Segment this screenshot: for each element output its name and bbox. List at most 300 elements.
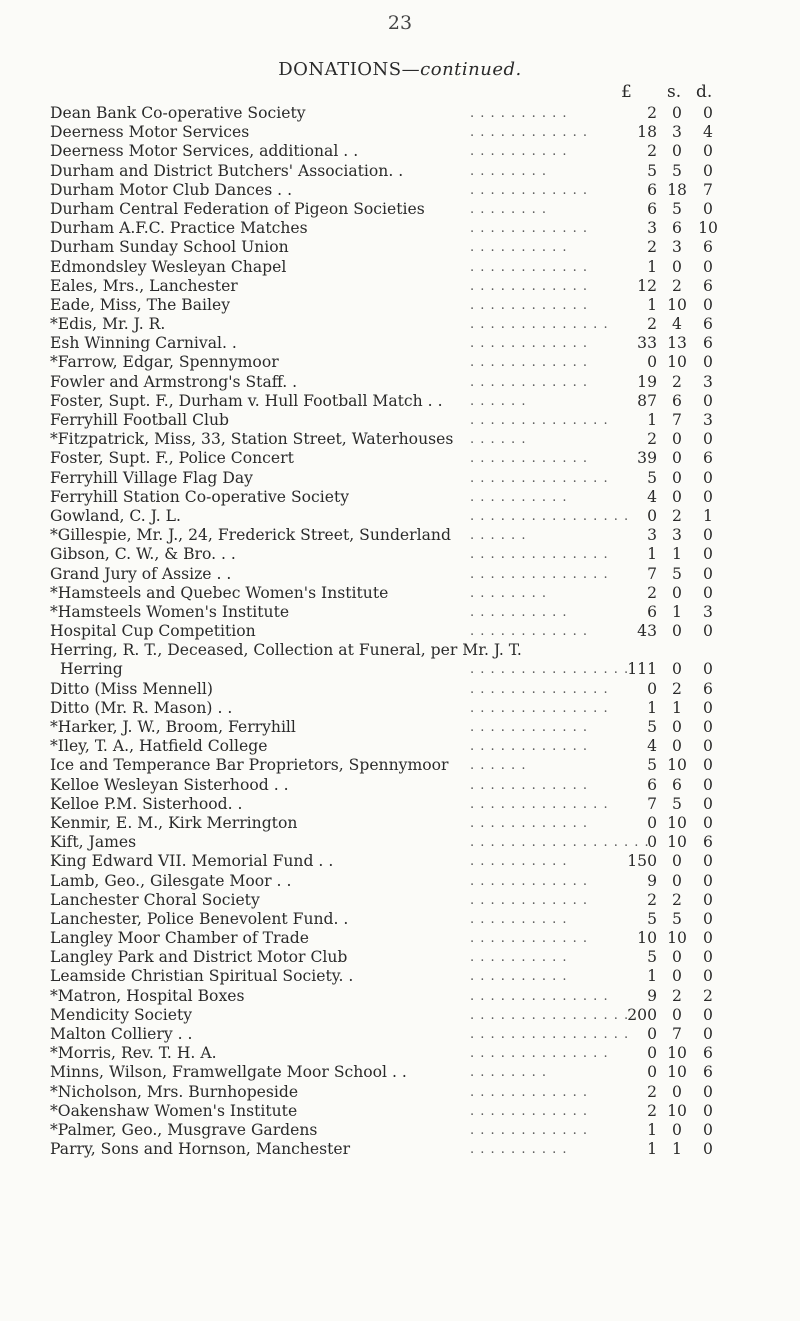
amount-pence: 0 bbox=[703, 487, 713, 506]
list-item bbox=[0, 622, 800, 641]
amount-shillings: 7 bbox=[672, 1025, 682, 1043]
amount-shillings: 10 bbox=[667, 756, 687, 775]
amount-pence: 0 bbox=[703, 353, 713, 372]
amount-shillings: 10 bbox=[667, 833, 687, 852]
leader-dots: . . . . . . . . . . bbox=[470, 489, 568, 505]
amount-pence: 0 bbox=[703, 295, 713, 314]
amount-shillings: 2 bbox=[672, 372, 682, 391]
amount-pounds: 7 bbox=[647, 564, 657, 583]
amount-pounds: 2 bbox=[647, 583, 657, 602]
leader-dots: . . . . . . . . . . . . bbox=[470, 1103, 589, 1119]
amount-pence: 0 bbox=[703, 468, 713, 487]
amount-pounds: 0 bbox=[647, 1063, 657, 1082]
leader-dots: . . . . . . . . . . bbox=[470, 604, 568, 620]
amount-shillings: 5 bbox=[672, 794, 682, 813]
amount-shillings: 5 bbox=[672, 161, 682, 180]
leader-dots: . . . . . . . . . . . . bbox=[470, 892, 589, 908]
list-item bbox=[0, 526, 800, 545]
list-item bbox=[0, 929, 800, 948]
list-item bbox=[0, 219, 800, 238]
amount-pence: 0 bbox=[703, 564, 713, 583]
leader-dots: . . . . . . . . . . . . bbox=[470, 873, 589, 889]
amount-shillings: 0 bbox=[672, 1082, 682, 1101]
amount-pounds: 2 bbox=[647, 430, 657, 449]
amount-pounds: 4 bbox=[647, 487, 657, 506]
amount-pence: 0 bbox=[703, 1140, 713, 1159]
list-item bbox=[0, 641, 800, 660]
amount-pence: 0 bbox=[703, 1005, 713, 1024]
donor-name: Kelloe P.M. Sisterhood. . bbox=[50, 794, 243, 813]
amount-pounds: 0 bbox=[647, 1044, 657, 1063]
heading-title: DONATIONS bbox=[278, 59, 402, 80]
amount-shillings: 0 bbox=[672, 718, 682, 736]
list-item bbox=[0, 1006, 800, 1025]
leader-dots: . . . . . . . . . . . . bbox=[470, 451, 589, 467]
amount-shillings: 5 bbox=[672, 909, 682, 928]
donor-name: Durham Central Federation of Pigeon Societies bbox=[50, 199, 425, 218]
donor-name: *Fitzpatrick, Miss, 33, Station Street, Waterhouses bbox=[50, 430, 454, 449]
donor-name: Ice and Temperance Bar Proprietors, Spennymoor bbox=[50, 756, 449, 775]
leader-dots: . . . . . . . . . . . . . . bbox=[470, 700, 609, 716]
list-item bbox=[0, 737, 800, 756]
list-item bbox=[0, 430, 800, 449]
amount-pounds: 0 bbox=[647, 679, 657, 698]
amount-pounds: 2 bbox=[647, 142, 657, 161]
list-item bbox=[0, 373, 800, 392]
amount-shillings: 0 bbox=[672, 583, 682, 602]
amount-pounds: 9 bbox=[647, 871, 657, 890]
amount-pence: 3 bbox=[703, 372, 713, 391]
donor-name: King Edward VII. Memorial Fund . . bbox=[50, 852, 334, 871]
list-item bbox=[0, 449, 800, 468]
amount-pence: 0 bbox=[703, 526, 713, 545]
donor-name: Foster, Supt. F., Police Concert bbox=[50, 449, 294, 468]
donor-name: *Iley, T. A., Hatfield College bbox=[50, 737, 268, 756]
list-item bbox=[0, 756, 800, 775]
list-item bbox=[0, 1063, 800, 1082]
heading-separator: — bbox=[401, 59, 421, 80]
amount-shillings: 10 bbox=[667, 1101, 687, 1120]
amount-pence: 0 bbox=[703, 583, 713, 602]
leader-dots: . . . . . . . . . . . . . . bbox=[470, 470, 609, 486]
amount-pounds: 1 bbox=[647, 411, 657, 429]
leader-dots: . . . . . . . . . . . . bbox=[470, 931, 589, 947]
amount-shillings: 0 bbox=[672, 737, 682, 756]
amount-pounds: 1 bbox=[647, 1140, 657, 1159]
amount-pounds: 33 bbox=[637, 334, 657, 353]
list-item bbox=[0, 296, 800, 315]
donations-list bbox=[0, 104, 800, 1159]
leader-dots: . . . . . . . . . . bbox=[470, 854, 568, 870]
list-item bbox=[0, 545, 800, 564]
amount-pounds: 39 bbox=[637, 449, 657, 468]
amount-pounds: 6 bbox=[647, 199, 657, 218]
leader-dots: . . . . . . . . . . . . bbox=[470, 815, 589, 831]
amount-pence: 0 bbox=[703, 813, 713, 832]
amount-pounds: 2 bbox=[647, 1101, 657, 1120]
list-item bbox=[0, 123, 800, 142]
leader-dots: . . . . . . . . . . . . . . bbox=[470, 317, 609, 333]
amount-pounds: 0 bbox=[647, 506, 657, 525]
leader-dots: . . . . . . bbox=[470, 758, 527, 774]
amount-pence: 6 bbox=[703, 449, 713, 468]
leader-dots: . . . . . . bbox=[470, 528, 527, 544]
amount-pounds: 0 bbox=[647, 353, 657, 372]
amount-shillings: 5 bbox=[672, 199, 682, 218]
amount-pounds: 3 bbox=[647, 526, 657, 545]
amount-pounds: 5 bbox=[647, 161, 657, 180]
page-heading bbox=[0, 59, 800, 80]
list-item bbox=[0, 833, 800, 852]
amount-shillings: 2 bbox=[672, 276, 682, 295]
leader-dots: . . . . . . . . . . . . . . bbox=[470, 988, 609, 1004]
leader-dots: . . . . . . . . . . . . . . bbox=[470, 796, 609, 812]
amount-shillings: 0 bbox=[672, 487, 682, 506]
leader-dots: . . . . . . . . . . . . . . bbox=[470, 681, 609, 697]
amount-shillings: 0 bbox=[672, 852, 682, 871]
amount-pence: 0 bbox=[703, 199, 713, 218]
amount-pence: 0 bbox=[703, 142, 713, 161]
leader-dots: . . . . . . . . bbox=[470, 201, 547, 217]
amount-shillings: 1 bbox=[672, 602, 682, 621]
amount-shillings: 0 bbox=[672, 430, 682, 449]
list-item bbox=[0, 699, 800, 718]
leader-dots: . . . . . . . . . . . . bbox=[470, 182, 589, 198]
donor-name: Eade, Miss, The Bailey bbox=[50, 295, 231, 314]
amount-pence: 0 bbox=[703, 161, 713, 180]
amount-pence: 0 bbox=[703, 1120, 713, 1139]
leader-dots: . . . . . . . . . . . . . . . . bbox=[470, 1027, 630, 1042]
leader-dots: . . . . . . . . . . . . bbox=[470, 355, 589, 371]
amount-pence: 0 bbox=[703, 698, 713, 717]
amount-pence: 0 bbox=[703, 871, 713, 890]
amount-shillings: 6 bbox=[672, 219, 682, 238]
amount-pounds: 18 bbox=[637, 123, 657, 142]
amount-pounds: 6 bbox=[647, 602, 657, 621]
list-item bbox=[0, 181, 800, 200]
leader-dots: . . . . . . . . . . . . bbox=[470, 278, 589, 294]
amount-pence: 6 bbox=[703, 1063, 713, 1082]
donor-name: Ditto (Miss Mennell) bbox=[50, 679, 213, 698]
amount-shillings: 1 bbox=[672, 545, 682, 564]
amount-shillings: 0 bbox=[672, 967, 682, 986]
leader-dots: . . . . . . . . . . . . . . bbox=[470, 547, 609, 563]
leader-dots: . . . . . . . . . . . . . . . . bbox=[470, 662, 630, 678]
amount-pounds: 5 bbox=[647, 909, 657, 928]
donor-name: Durham Sunday School Union bbox=[50, 238, 289, 257]
amount-pounds: 9 bbox=[647, 986, 657, 1005]
amount-pounds: 4 bbox=[647, 737, 657, 756]
donor-name: Ferryhill Football Club bbox=[50, 411, 230, 429]
donor-name: Parry, Sons and Hornson, Manchester bbox=[50, 1140, 351, 1159]
leader-dots: . . . . . . . . . . . . . . bbox=[470, 1046, 609, 1062]
list-item bbox=[0, 967, 800, 986]
donor-name: Minns, Wilson, Framwellgate Moor School . . bbox=[50, 1063, 407, 1082]
list-item bbox=[0, 334, 800, 353]
amount-pence: 6 bbox=[703, 315, 713, 334]
leader-dots: . . . . . . . . . . bbox=[470, 106, 568, 121]
amount-pounds: 1 bbox=[647, 295, 657, 314]
heading-continued: continued. bbox=[420, 59, 522, 80]
leader-dots: . . . . . . . . bbox=[470, 163, 547, 179]
list-item bbox=[0, 238, 800, 257]
list-item bbox=[0, 718, 800, 737]
amount-pence: 0 bbox=[703, 1101, 713, 1120]
list-item bbox=[0, 852, 800, 871]
leader-dots: . . . . . . . . . . bbox=[470, 911, 568, 927]
amount-pounds: 1 bbox=[647, 1120, 657, 1139]
amount-pounds: 5 bbox=[647, 468, 657, 487]
amount-pounds: 150 bbox=[627, 852, 657, 871]
list-item bbox=[0, 680, 800, 699]
amount-pounds: 0 bbox=[647, 813, 657, 832]
amount-shillings: 10 bbox=[667, 1044, 687, 1063]
list-item bbox=[0, 1083, 800, 1102]
donor-name: Grand Jury of Assize . . bbox=[50, 564, 232, 583]
list-item bbox=[0, 891, 800, 910]
leader-dots: . . . . . . . . . . . . . . . . . . bbox=[470, 835, 650, 851]
list-item bbox=[0, 776, 800, 795]
list-item bbox=[0, 1140, 800, 1159]
donor-name: Eales, Mrs., Lanchester bbox=[50, 276, 238, 295]
amount-pence: 0 bbox=[703, 257, 713, 276]
amount-pence: 0 bbox=[703, 737, 713, 756]
list-item bbox=[0, 258, 800, 277]
amount-pence: 0 bbox=[703, 430, 713, 449]
amount-pence: 0 bbox=[703, 545, 713, 564]
donor-name: Gowland, C. J. L. bbox=[50, 506, 181, 525]
leader-dots: . . . . . . . . . . . . bbox=[470, 1122, 589, 1138]
amount-pence: 7 bbox=[703, 180, 713, 199]
donor-name: Kelloe Wesleyan Sisterhood . . bbox=[50, 775, 289, 794]
amount-pounds: 0 bbox=[647, 1025, 657, 1043]
amount-shillings: 10 bbox=[667, 929, 687, 948]
donor-name: *Nicholson, Mrs. Burnhopeside bbox=[50, 1082, 299, 1101]
leader-dots: . . . . . . . . . . . . bbox=[470, 1084, 589, 1100]
amount-pounds: 2 bbox=[647, 890, 657, 909]
amount-pence: 0 bbox=[703, 718, 713, 736]
amount-shillings: 2 bbox=[672, 986, 682, 1005]
amount-shillings: 0 bbox=[672, 449, 682, 468]
leader-dots: . . . . . . . . . . . . bbox=[470, 739, 589, 755]
leader-dots: . . . . . . . . . . . . bbox=[470, 374, 589, 390]
leader-dots: . . . . . . . . . . . . bbox=[470, 297, 589, 313]
donor-name: Mendicity Society bbox=[50, 1005, 193, 1024]
amount-shillings: 1 bbox=[672, 1140, 682, 1159]
amount-pounds: 5 bbox=[647, 948, 657, 967]
donor-name: Langley Moor Chamber of Trade bbox=[50, 929, 309, 948]
leader-dots: . . . . . . bbox=[470, 393, 527, 409]
amount-pence: 6 bbox=[703, 679, 713, 698]
amount-pence: 0 bbox=[703, 929, 713, 948]
donor-name: Lanchester Choral Society bbox=[50, 890, 260, 909]
donor-name: Esh Winning Carnival. . bbox=[50, 334, 237, 353]
amount-shillings: 18 bbox=[667, 180, 687, 199]
list-item bbox=[0, 795, 800, 814]
amount-pounds: 7 bbox=[647, 794, 657, 813]
column-header-pounds: £ bbox=[621, 82, 632, 102]
donor-name: Ferryhill Village Flag Day bbox=[50, 468, 253, 487]
donor-name: Kenmir, E. M., Kirk Merrington bbox=[50, 813, 298, 832]
amount-pence: 0 bbox=[703, 967, 713, 986]
leader-dots: . . . . . . . . . . bbox=[470, 969, 568, 985]
page-number: 23 bbox=[387, 12, 413, 34]
amount-pounds: 3 bbox=[647, 219, 657, 238]
leader-dots: . . . . . . . . . . . . bbox=[470, 720, 589, 735]
amount-pence: 6 bbox=[703, 833, 713, 852]
leader-dots: . . . . . . . . . . bbox=[470, 240, 568, 256]
list-item bbox=[0, 948, 800, 967]
amount-pence: 3 bbox=[703, 411, 713, 429]
amount-pence: 10 bbox=[698, 219, 718, 238]
amount-pounds: 2 bbox=[647, 104, 657, 122]
donor-name: Dean Bank Co-operative Society bbox=[50, 104, 306, 122]
amount-pounds: 6 bbox=[647, 775, 657, 794]
list-item bbox=[0, 603, 800, 622]
amount-pence: 6 bbox=[703, 1044, 713, 1063]
amount-pence: 0 bbox=[703, 1082, 713, 1101]
list-item bbox=[0, 1121, 800, 1140]
amount-pounds: 5 bbox=[647, 718, 657, 736]
amount-pence: 0 bbox=[703, 391, 713, 410]
amount-shillings: 7 bbox=[672, 411, 682, 429]
amount-pence: 0 bbox=[703, 1025, 713, 1043]
amount-pounds: 2 bbox=[647, 315, 657, 334]
amount-pounds: 12 bbox=[637, 276, 657, 295]
amount-pounds: 10 bbox=[637, 929, 657, 948]
donor-name: Langley Park and District Motor Club bbox=[50, 948, 348, 967]
list-item bbox=[0, 353, 800, 372]
amount-pence: 6 bbox=[703, 276, 713, 295]
donor-name: Ditto (Mr. R. Mason) . . bbox=[50, 698, 233, 717]
amount-pence: 0 bbox=[703, 794, 713, 813]
amount-pounds: 111 bbox=[627, 660, 657, 679]
donor-name: Durham Motor Club Dances . . bbox=[50, 180, 293, 199]
leader-dots: . . . . . . . . bbox=[470, 585, 547, 601]
amount-shillings: 0 bbox=[672, 104, 682, 122]
leader-dots: . . . . . . . . . . . . bbox=[470, 221, 589, 237]
amount-shillings: 3 bbox=[672, 526, 682, 545]
amount-pence: 2 bbox=[703, 986, 713, 1005]
donor-name: Durham and District Butchers' Association. . bbox=[50, 161, 404, 180]
list-item bbox=[0, 814, 800, 833]
list-item bbox=[0, 411, 800, 430]
list-item bbox=[0, 1025, 800, 1044]
amount-pence: 0 bbox=[703, 622, 713, 641]
donor-name: *Oakenshaw Women's Institute bbox=[50, 1101, 298, 1120]
amount-pence: 1 bbox=[703, 506, 713, 525]
amount-shillings: 4 bbox=[672, 315, 682, 334]
amount-pence: 0 bbox=[703, 104, 713, 122]
list-item bbox=[0, 469, 800, 488]
donor-name: Gibson, C. W., & Bro. . . bbox=[50, 545, 236, 564]
donor-name: Fowler and Armstrong's Staff. . bbox=[50, 372, 298, 391]
amount-shillings: 2 bbox=[672, 679, 682, 698]
list-item bbox=[0, 142, 800, 161]
leader-dots: . . . . . . . . . . bbox=[470, 144, 568, 160]
amount-shillings: 0 bbox=[672, 871, 682, 890]
amount-shillings: 6 bbox=[672, 391, 682, 410]
amount-shillings: 5 bbox=[672, 564, 682, 583]
donor-name: *Matron, Hospital Boxes bbox=[50, 986, 245, 1005]
amount-pounds: 1 bbox=[647, 698, 657, 717]
amount-shillings: 2 bbox=[672, 506, 682, 525]
list-item bbox=[0, 1102, 800, 1121]
donor-name: Herring bbox=[60, 660, 123, 679]
list-item bbox=[0, 200, 800, 219]
list-item bbox=[0, 987, 800, 1006]
donor-name: Durham A.F.C. Practice Matches bbox=[50, 219, 308, 238]
amount-pounds: 1 bbox=[647, 967, 657, 986]
leader-dots: . . . . . . . . . . . . . . . . bbox=[470, 1007, 630, 1023]
amount-pence: 4 bbox=[703, 123, 713, 142]
amount-shillings: 3 bbox=[672, 123, 682, 142]
leader-dots: . . . . . . . . . . . . bbox=[470, 777, 589, 793]
list-item bbox=[0, 162, 800, 181]
list-item bbox=[0, 488, 800, 507]
donor-name: Ferryhill Station Co-operative Society bbox=[50, 487, 350, 506]
list-item bbox=[0, 910, 800, 929]
donor-name: *Edis, Mr. J. R. bbox=[50, 315, 166, 334]
donor-name: *Palmer, Geo., Musgrave Gardens bbox=[50, 1120, 318, 1139]
list-item bbox=[0, 277, 800, 296]
amount-shillings: 0 bbox=[672, 257, 682, 276]
amount-pounds: 1 bbox=[647, 257, 657, 276]
amount-pounds: 43 bbox=[637, 622, 657, 641]
list-item bbox=[0, 392, 800, 411]
list-item bbox=[0, 565, 800, 584]
amount-pence: 0 bbox=[703, 660, 713, 679]
donor-name: *Gillespie, Mr. J., 24, Frederick Street, Sunderland bbox=[50, 526, 451, 545]
donor-name: *Hamsteels Women's Institute bbox=[50, 602, 290, 621]
amount-pence: 6 bbox=[703, 238, 713, 257]
donor-name: Hospital Cup Competition bbox=[50, 622, 256, 641]
leader-dots: . . . . . . bbox=[470, 432, 527, 448]
donor-name: Foster, Supt. F., Durham v. Hull Football Match . . bbox=[50, 391, 443, 410]
amount-shillings: 0 bbox=[672, 1120, 682, 1139]
list-item bbox=[0, 660, 800, 679]
amount-pence: 3 bbox=[703, 602, 713, 621]
amount-shillings: 2 bbox=[672, 890, 682, 909]
amount-shillings: 10 bbox=[667, 295, 687, 314]
donor-name: Lanchester, Police Benevolent Fund. . bbox=[50, 909, 349, 928]
leader-dots: . . . . . . . . . . . . bbox=[470, 336, 589, 352]
list-item bbox=[0, 584, 800, 603]
donor-name: Edmondsley Wesleyan Chapel bbox=[50, 257, 287, 276]
amount-pounds: 5 bbox=[647, 756, 657, 775]
donor-name: *Hamsteels and Quebec Women's Institute bbox=[50, 583, 389, 602]
donor-name: *Farrow, Edgar, Spennymoor bbox=[50, 353, 279, 372]
amount-pounds: 6 bbox=[647, 180, 657, 199]
amount-pence: 0 bbox=[703, 756, 713, 775]
leader-dots: . . . . . . . . . . bbox=[470, 950, 568, 966]
amount-pounds: 1 bbox=[647, 545, 657, 564]
leader-dots: . . . . . . . . . . . . bbox=[470, 259, 589, 275]
column-header-shillings: s. bbox=[667, 82, 682, 102]
amount-shillings: 10 bbox=[667, 1063, 687, 1082]
leader-dots: . . . . . . . . bbox=[470, 1065, 547, 1081]
amount-shillings: 0 bbox=[672, 660, 682, 679]
amount-shillings: 0 bbox=[672, 948, 682, 967]
leader-dots: . . . . . . . . . . . . bbox=[470, 125, 589, 141]
amount-shillings: 10 bbox=[667, 813, 687, 832]
amount-pence: 0 bbox=[703, 909, 713, 928]
amount-pounds: 0 bbox=[647, 833, 657, 852]
donor-name: Kift, James bbox=[50, 833, 137, 852]
amount-pounds: 200 bbox=[627, 1005, 657, 1024]
leader-dots: . . . . . . . . . . . . . . . . bbox=[470, 508, 630, 524]
amount-shillings: 6 bbox=[672, 775, 682, 794]
